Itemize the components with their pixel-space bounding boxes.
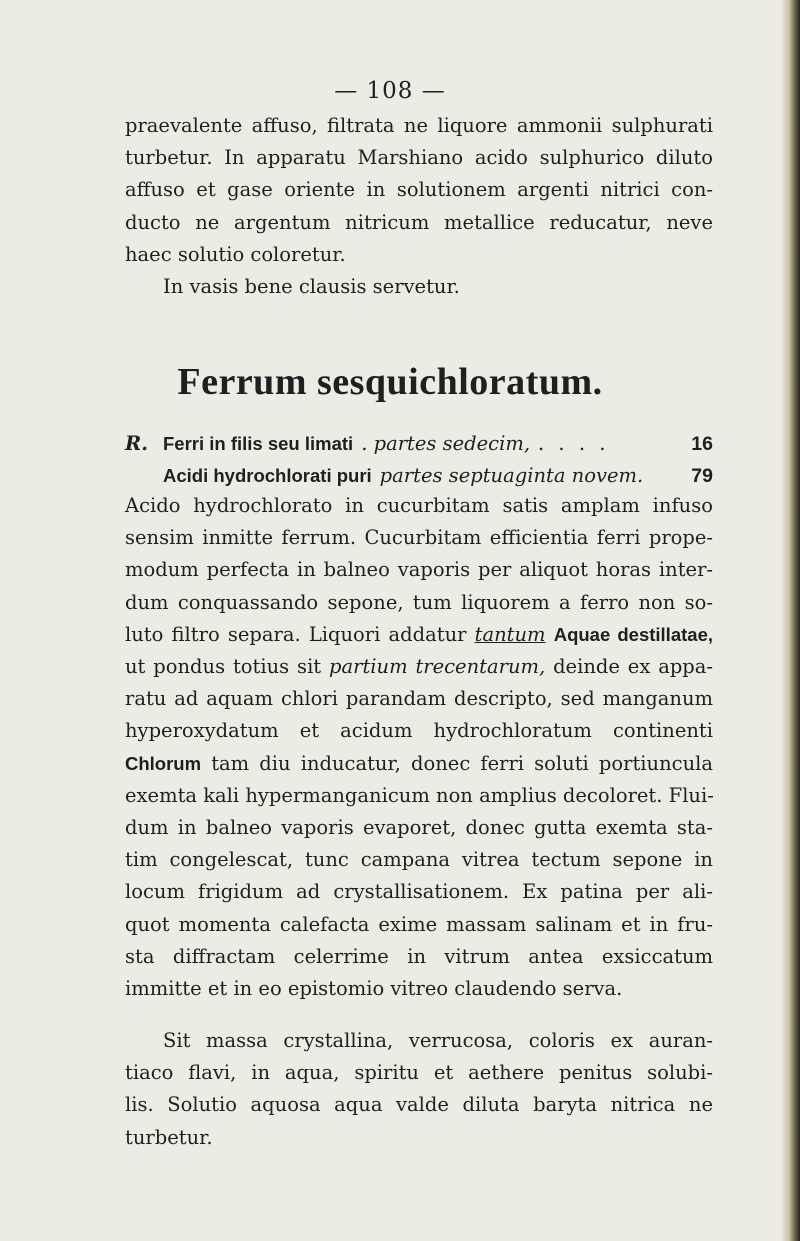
emphasis-tantum: tantum bbox=[474, 622, 546, 646]
text-line: hyperoxydatum et acidum hydrochloratum continenti bbox=[125, 719, 713, 743]
text-line: modum perfecta in balneo vaporis per aliquot horas inter- bbox=[125, 558, 713, 582]
text-line: lis. Solutio aquosa aqua valde diluta baryta nitrica ne bbox=[125, 1093, 713, 1117]
ingredient-amount: . partes sedecim, bbox=[361, 432, 531, 455]
reagent-aqua: Aquae destillatae, bbox=[553, 623, 713, 645]
text-line: tiaco flavi, in aqua, spiritu et aethere penitus solubi- bbox=[125, 1061, 713, 1085]
text-line bbox=[125, 619, 713, 651]
text-line: turbetur. bbox=[125, 1125, 213, 1149]
emphasis-partium: partium trecentarum, bbox=[329, 655, 546, 679]
ingredient-amount: partes septuaginta novem. bbox=[379, 464, 644, 487]
text-run: luto filtro separa. Liquori addatur bbox=[125, 622, 475, 646]
text-line: dum in balneo vaporis evaporet, donec gutta exemta sta- bbox=[125, 816, 713, 840]
text-line bbox=[125, 748, 713, 780]
text-line: haec solutio coloretur. bbox=[125, 242, 346, 266]
storage-note: In vasis bene clausis servetur. bbox=[163, 275, 460, 299]
text-run: tam diu inducatur, donec ferri soluti portiuncula bbox=[201, 751, 713, 775]
intro-paragraph bbox=[125, 110, 713, 303]
text-line: ratu ad aquam chlori parandam descripto, sed manganum bbox=[125, 687, 713, 711]
text-line: affuso et gase oriente in solutionem argenti nitrici con- bbox=[125, 178, 713, 202]
ingredient-quantity: 16 bbox=[691, 433, 713, 455]
method-paragraph bbox=[125, 490, 713, 1005]
ingredient-name: Acidi hydrochlorati puri bbox=[163, 465, 372, 486]
text-line: ducto ne argentum nitricum metallice reducatur, neve bbox=[125, 210, 713, 234]
text-line: immitte et in eo epistomio vitreo claudendo serva. bbox=[125, 977, 623, 1001]
text-line: exemta kali hypermanganicum non amplius decoloret. Flui- bbox=[125, 783, 714, 807]
leader-dots: . . . . bbox=[538, 432, 610, 455]
text-line: turbetur. In apparatu Marshiano acido sulphurico diluto bbox=[125, 146, 713, 170]
text-run: ut pondus totius sit bbox=[125, 655, 330, 679]
text-line: dum conquassando sepone, tum liquorem a ferro non so- bbox=[125, 590, 713, 614]
ingredient-quantity: 79 bbox=[691, 465, 713, 487]
description-paragraph bbox=[125, 1025, 713, 1154]
section-heading: Ferrum sesquichloratum. bbox=[177, 361, 603, 403]
text-run: deinde ex appa- bbox=[545, 655, 714, 679]
page-number: — 108 — bbox=[334, 78, 446, 104]
text-line bbox=[125, 651, 713, 683]
ingredient-name: Ferri in filis seu limati bbox=[163, 433, 354, 454]
reagent-chlorum: Chlorum bbox=[125, 752, 202, 774]
page-edge bbox=[782, 0, 800, 1241]
recipe-symbol: R. bbox=[125, 432, 148, 455]
text-line: Acido hydrochlorato in cucurbitam satis amplam infuso bbox=[125, 494, 713, 517]
text-line: sta diffractam celerrime in vitrum antea exsiccatum bbox=[125, 944, 713, 968]
text-line: praevalente affuso, filtrata ne liquore ammonii sulphurati bbox=[125, 114, 713, 137]
text-line: sensim inmitte ferrum. Cucurbitam efficientia ferri prope- bbox=[125, 526, 713, 550]
recipe bbox=[125, 428, 713, 492]
recipe-line-acidum bbox=[125, 460, 713, 492]
text-line: locum frigidum ad crystallisationem. Ex patina per ali- bbox=[125, 880, 713, 904]
text-line: tim congelescat, tunc campana vitrea tectum sepone in bbox=[125, 848, 713, 872]
recipe-line-ferrum bbox=[125, 428, 713, 460]
text-line: Sit massa crystallina, verrucosa, coloris ex auran- bbox=[163, 1029, 713, 1052]
text-line: quot momenta calefacta exime massam salinam et in fru- bbox=[125, 912, 713, 936]
